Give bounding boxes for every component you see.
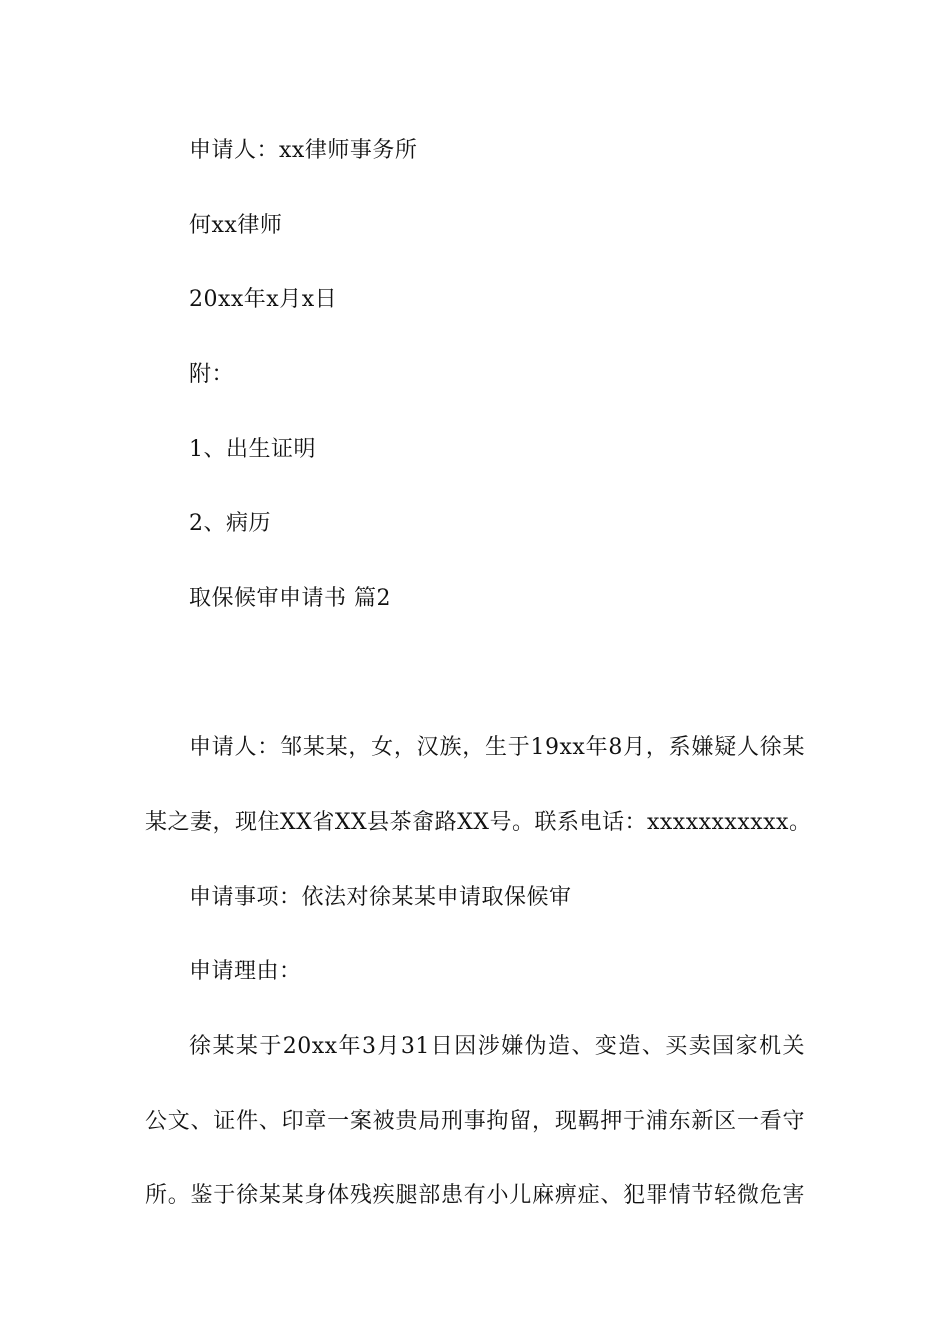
lawyer-line: 何xx律师 — [189, 213, 283, 238]
date-line: 20xx年x月x日 — [189, 287, 338, 312]
paragraph-line: 公文、证件、印章一案被贵局刑事拘留，现羁押于浦东新区一看守 — [145, 1109, 805, 1134]
attachments-heading: 附： — [189, 362, 235, 387]
applicant-line: 申请人：xx律师事务所 — [189, 138, 418, 163]
paragraph-line: 某之妻，现住XX省XX县茶畲路XX号。联系电话：xxxxxxxxxxx。 — [145, 810, 812, 835]
paragraph-line: 所。鉴于徐某某身体残疾腿部患有小儿麻痹症、犯罪情节轻微危害 — [145, 1183, 805, 1208]
reason-heading: 申请理由： — [189, 959, 302, 984]
attachment-item: 1、出生证明 — [189, 437, 316, 462]
attachment-item: 2、病历 — [189, 511, 271, 536]
paragraph-line: 申请人：邹某某，女，汉族，生于19xx年8月，系嫌疑人徐某 — [189, 735, 805, 760]
section-title: 取保候审申请书 篇2 — [189, 586, 391, 611]
application-matter: 申请事项：依法对徐某某申请取保候审 — [189, 885, 572, 910]
paragraph-line: 徐某某于20xx年3月31日因涉嫌伪造、变造、买卖国家机关 — [189, 1034, 805, 1059]
